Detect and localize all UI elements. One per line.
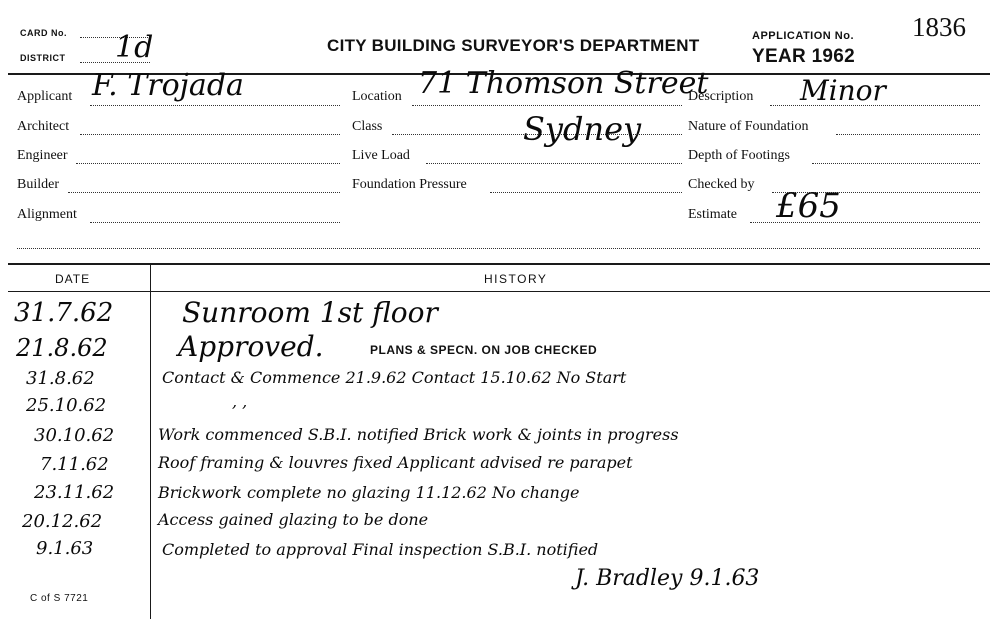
applicant-value: F. Trojada bbox=[92, 68, 244, 103]
builder-line bbox=[68, 192, 340, 193]
district-value: 1d bbox=[115, 30, 154, 65]
location-value-line2: Sydney bbox=[523, 110, 642, 148]
architect-line bbox=[80, 134, 340, 135]
application-number: 1836 bbox=[912, 12, 966, 42]
live-load-line bbox=[426, 163, 682, 164]
location-line bbox=[412, 105, 682, 106]
entry-9-date: 9.1.63 bbox=[36, 538, 94, 559]
department-title: CITY BUILDING SURVEYOR'S DEPARTMENT bbox=[327, 36, 700, 55]
description-label: Description bbox=[688, 89, 754, 104]
applicant-label: Applicant bbox=[17, 89, 73, 104]
entry-8-text: Access gained glazing to be done bbox=[158, 510, 429, 529]
location-value-line1: 71 Thomson Street bbox=[418, 66, 709, 101]
application-label: APPLICATION No. bbox=[752, 30, 855, 42]
year-label: YEAR 1962 bbox=[752, 46, 856, 67]
applicant-line bbox=[90, 105, 340, 106]
district-label: DISTRICT bbox=[20, 53, 66, 63]
description-value: Minor bbox=[800, 74, 886, 107]
depth-of-footings-label: Depth of Footings bbox=[688, 148, 790, 163]
entry-7-text: Brickwork complete no glazing 11.12.62 No change bbox=[158, 483, 580, 502]
alignment-label: Alignment bbox=[17, 207, 77, 222]
entry-6-date: 7.11.62 bbox=[40, 454, 109, 475]
blank-line bbox=[17, 248, 980, 249]
architect-label: Architect bbox=[17, 119, 70, 134]
entry-3-text: Contact & Commence 21.9.62 Contact 15.10.62 No Start bbox=[162, 368, 627, 387]
foundation-pressure-label: Foundation Pressure bbox=[352, 177, 467, 192]
entry-6-text: Roof framing & louvres fixed Applicant advised re parapet bbox=[158, 453, 633, 472]
entry-5-date: 30.10.62 bbox=[34, 425, 115, 446]
builder-label: Builder bbox=[17, 177, 59, 192]
entry-1-text: Sunroom 1st floor bbox=[182, 296, 438, 329]
entry-4-date: 25.10.62 bbox=[26, 395, 107, 416]
nature-of-foundation-line bbox=[836, 134, 980, 135]
nature-of-foundation-label: Nature of Foundation bbox=[688, 119, 809, 134]
engineer-label: Engineer bbox=[17, 148, 68, 163]
history-top-rule bbox=[8, 263, 990, 265]
history-header-rule bbox=[8, 291, 990, 292]
estimate-value: £65 bbox=[776, 186, 841, 226]
entry-1-date: 31.7.62 bbox=[14, 298, 114, 328]
entry-2-text: Approved. bbox=[178, 330, 324, 363]
engineer-line bbox=[76, 163, 340, 164]
live-load-label: Live Load bbox=[352, 148, 410, 163]
entry-2-date: 21.8.62 bbox=[16, 334, 108, 362]
foundation-pressure-line bbox=[490, 192, 682, 193]
date-header: DATE bbox=[55, 272, 91, 286]
approval-stamp: PLANS & SPECN. ON JOB CHECKED bbox=[370, 343, 598, 357]
entry-4-text: , , bbox=[232, 392, 248, 411]
entry-9-text: Completed to approval Final inspection S.B.I. notified bbox=[162, 540, 599, 559]
checked-by-label: Checked by bbox=[688, 177, 755, 192]
date-column-divider bbox=[150, 263, 151, 619]
class-label: Class bbox=[352, 119, 383, 134]
alignment-line bbox=[90, 222, 340, 223]
history-header: HISTORY bbox=[484, 272, 548, 286]
estimate-label: Estimate bbox=[688, 207, 737, 222]
entry-7-date: 23.11.62 bbox=[34, 482, 115, 503]
entry-8-date: 20.12.62 bbox=[22, 511, 103, 532]
entry-3-date: 31.8.62 bbox=[26, 368, 95, 389]
entry-5-text: Work commenced S.B.I. notified Brick work & joints in progress bbox=[158, 425, 679, 444]
card-no-label: CARD No. bbox=[20, 28, 67, 38]
signature: J. Bradley 9.1.63 bbox=[575, 566, 760, 591]
location-label: Location bbox=[352, 89, 402, 104]
depth-of-footings-line bbox=[812, 163, 980, 164]
form-code: C of S 7721 bbox=[30, 593, 89, 604]
